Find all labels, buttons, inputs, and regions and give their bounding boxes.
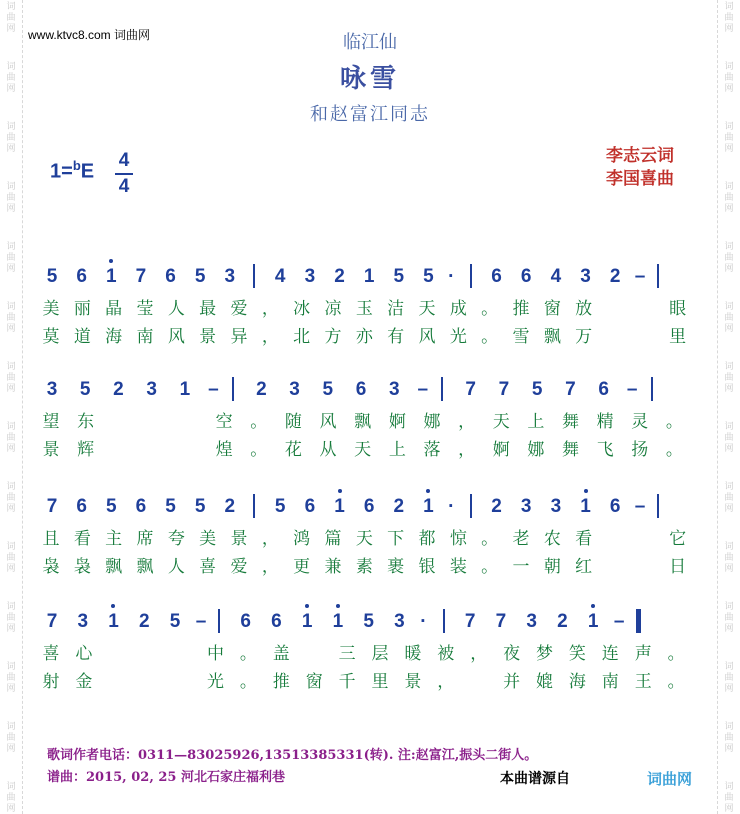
- lyric-char: 雪: [512, 327, 530, 347]
- lyric-char: 媲: [536, 672, 553, 692]
- watermark-text: 词 曲 网: [724, 542, 734, 574]
- lyric-char: 下: [387, 529, 405, 549]
- lyric-char: [635, 294, 657, 319]
- lyric-char: 王: [634, 672, 652, 692]
- duration-mark: –: [634, 266, 646, 287]
- lyric-char: 三: [338, 644, 356, 664]
- lyric-char: 南: [136, 327, 154, 347]
- note: 6: [355, 379, 367, 400]
- lyric-char: [179, 407, 201, 432]
- lyric-char: ，: [458, 440, 476, 460]
- lyric-char: [172, 639, 194, 664]
- lyric-char: 亦: [355, 327, 373, 347]
- note: 3: [46, 379, 58, 400]
- lyric-char: 异: [230, 327, 248, 347]
- note: 1: [299, 611, 315, 633]
- lyric-char: 从: [319, 440, 337, 460]
- lyric-char: 东: [77, 412, 95, 432]
- lyric-char: 。: [665, 412, 683, 432]
- note: 7: [465, 379, 476, 400]
- watermark-text: 词 曲 网: [724, 722, 734, 754]
- watermark-text: 词 曲 网: [6, 662, 16, 694]
- lyric-char: 素: [355, 557, 373, 577]
- note: 1: [585, 611, 601, 633]
- barline: [470, 494, 472, 518]
- lyric-char: 它: [669, 529, 687, 549]
- lyric-char: 鸿: [293, 529, 311, 549]
- lyric-char: 老: [512, 529, 530, 549]
- note: 6: [165, 266, 176, 287]
- note: 7: [135, 266, 147, 287]
- note: 7: [464, 611, 476, 632]
- lyric-char: 天: [355, 529, 373, 549]
- lyric-char: 袅: [42, 557, 60, 577]
- lyric-char: [604, 552, 626, 577]
- score-date-place: 谱曲：2015, 02, 25 河北石家庄福利巷: [47, 770, 285, 785]
- watermark-text: 词 曲 网: [724, 2, 734, 34]
- barline: [470, 264, 472, 288]
- lyric-char: 辉: [77, 440, 95, 460]
- lyric-char: ，: [437, 672, 455, 692]
- note: 2: [256, 379, 267, 400]
- watermark-text: 词 曲 网: [6, 302, 16, 334]
- lyric-char: 推: [272, 672, 290, 692]
- lyric-char: 玉: [355, 299, 373, 319]
- note: 3: [580, 266, 591, 287]
- note: 5: [423, 266, 434, 287]
- lyric-char: ，: [261, 529, 279, 549]
- note: 1: [103, 266, 119, 288]
- lyric-char: 连: [601, 644, 619, 664]
- source-site-link[interactable]: 词曲网: [647, 770, 693, 788]
- note: 3: [224, 266, 236, 287]
- note: 4: [274, 266, 286, 287]
- note: 4: [550, 266, 562, 287]
- duration-mark: –: [417, 379, 429, 400]
- note: 5: [393, 266, 405, 287]
- lyric-char: 景: [42, 440, 60, 460]
- note: 6: [363, 496, 375, 517]
- lyric-char: 里: [371, 672, 389, 692]
- lyric-char: [144, 407, 166, 432]
- barline: [636, 609, 641, 633]
- lyric-char: [468, 667, 490, 692]
- note: 6: [609, 496, 621, 517]
- lyric-char: 精: [596, 412, 614, 432]
- lyric-char: 天: [354, 440, 372, 460]
- lyric-char: 上: [388, 440, 406, 460]
- note: 7: [565, 379, 576, 400]
- watermark-text: 词 曲 网: [6, 722, 16, 754]
- lyric-char: [106, 639, 128, 664]
- lyric-char: [635, 524, 657, 549]
- lyric-char: 爱: [230, 557, 248, 577]
- barline: [218, 609, 220, 633]
- composer: 李国喜曲: [606, 169, 674, 189]
- lyric-char: 爱: [230, 299, 248, 319]
- note: 5: [194, 266, 206, 287]
- note: 1: [330, 611, 346, 633]
- lyric-char: 声: [634, 644, 652, 664]
- lyric-char: 娜: [423, 412, 441, 432]
- note: 2: [113, 379, 124, 400]
- note: 6: [76, 266, 87, 287]
- lyric-char: 望: [42, 412, 60, 432]
- lyric-char: 篇: [324, 529, 342, 549]
- lyric-char: 。: [239, 672, 257, 692]
- lyric-char: 南: [601, 672, 619, 692]
- lyric-char: [139, 639, 161, 664]
- lyric-char: 。: [239, 644, 257, 664]
- note: 5: [322, 379, 334, 400]
- note: 1: [578, 496, 594, 518]
- lyric-char: 主: [105, 529, 123, 549]
- lyric-char: 兼: [324, 557, 342, 577]
- credits: [606, 145, 674, 191]
- watermark-text: 词 曲 网: [724, 602, 734, 634]
- lyric-char: 里: [669, 327, 687, 347]
- lyric-char: 上: [527, 412, 545, 432]
- lyric-char: 景: [230, 529, 248, 549]
- note: 7: [495, 611, 507, 632]
- lyric-char: 光: [207, 672, 224, 692]
- note: 5: [274, 496, 286, 517]
- lyric-char: [604, 322, 626, 347]
- lyric-char: ，: [261, 299, 279, 319]
- lyric-char: 婀: [492, 440, 510, 460]
- lyric-char: 且: [42, 529, 60, 549]
- lyric-char: 灵: [631, 412, 649, 432]
- lyric-char: 道: [73, 327, 91, 347]
- lyric-char: 。: [481, 327, 499, 347]
- lyric-char: 。: [667, 644, 685, 664]
- lyric-char: 最: [199, 299, 217, 319]
- barline: [657, 494, 659, 518]
- watermark-text: 词 曲 网: [6, 542, 16, 574]
- duration-mark: ·: [448, 266, 455, 287]
- watermark-text: 词 曲 网: [724, 662, 734, 694]
- barline: [253, 264, 255, 288]
- watermark-text: 词 曲 网: [6, 182, 16, 214]
- lyric-char: 更: [293, 557, 311, 577]
- lyric-char: 人: [167, 557, 185, 577]
- watermark-text: 词 曲 网: [6, 62, 16, 94]
- note: 3: [550, 496, 562, 517]
- note: 5: [363, 611, 374, 632]
- note: 1: [105, 611, 121, 633]
- lyric-char: 成: [449, 299, 467, 319]
- lyric-char: 中: [207, 644, 224, 664]
- note: 2: [491, 496, 502, 517]
- lyric-char: 席: [136, 529, 154, 549]
- note: 5: [531, 379, 543, 400]
- note: 1: [332, 496, 348, 518]
- note: 6: [240, 611, 251, 632]
- lyric-char: [172, 667, 194, 692]
- note: 2: [557, 611, 568, 632]
- lyric-char: 金: [75, 672, 93, 692]
- lyric-char: 落: [423, 440, 441, 460]
- lyric-char: 银: [418, 557, 436, 577]
- duration-mark: –: [634, 496, 646, 517]
- barline: [443, 609, 445, 633]
- lyric-char: 煌: [215, 440, 233, 460]
- lyric-char: 风: [418, 327, 436, 347]
- note: 6: [76, 496, 87, 517]
- lyric-char: 层: [371, 644, 389, 664]
- lyric-char: 射: [42, 672, 60, 692]
- lyric-char: 红: [575, 557, 593, 577]
- lyric-char: 袅: [73, 557, 91, 577]
- lyric-char: 飘: [136, 557, 154, 577]
- lyric-char: 裹: [387, 557, 405, 577]
- note: 6: [598, 379, 609, 400]
- lyric-char: 飘: [354, 412, 372, 432]
- duration-mark: –: [626, 379, 638, 400]
- duration-mark: ·: [448, 496, 455, 517]
- note: 5: [79, 379, 91, 400]
- watermark-text: 词 曲 网: [724, 302, 734, 334]
- note: 3: [146, 379, 157, 400]
- lyric-char: 推: [512, 299, 530, 319]
- watermark-text: 词 曲 网: [6, 2, 16, 34]
- note: 6: [491, 266, 502, 287]
- song-title: 咏雪: [339, 64, 400, 94]
- watermark-text: 词 曲 网: [6, 782, 16, 814]
- note: 7: [498, 379, 510, 400]
- lyric-char: 海: [105, 327, 123, 347]
- lyric-char: 惊: [449, 529, 467, 549]
- contact-note: 歌词作者电话：0311—83025926,13513385331(转). 注:赵富江,振头二街人。: [47, 748, 538, 763]
- lyricist: 李志云词: [606, 146, 674, 166]
- site-url[interactable]: www.ktvc8.com 词曲网: [28, 28, 151, 42]
- lyric-char: 暖: [404, 644, 422, 664]
- tune-name: 临江仙: [343, 32, 397, 53]
- lyric-char: 景: [404, 672, 422, 692]
- note: 5: [105, 496, 117, 517]
- lyric-char: 看: [73, 529, 91, 549]
- lyric-char: [604, 524, 626, 549]
- lyric-char: 窗: [543, 299, 561, 319]
- barline: [657, 264, 659, 288]
- lyric-char: 方: [324, 327, 342, 347]
- lyric-char: 美: [199, 529, 217, 549]
- duration-mark: ·: [420, 611, 427, 632]
- lyric-char: 婀: [388, 412, 406, 432]
- note: 1: [179, 379, 191, 400]
- lyric-char: 放: [575, 299, 593, 319]
- barline: [253, 494, 255, 518]
- note: 5: [46, 266, 58, 287]
- lyric-char: 飘: [543, 327, 561, 347]
- lyric-char: 喜: [199, 557, 217, 577]
- lyric-char: 窗: [305, 672, 323, 692]
- lyric-char: [144, 435, 166, 460]
- note: 3: [394, 611, 405, 632]
- lyric-char: 千: [338, 672, 356, 692]
- site-name: 词曲网: [114, 28, 151, 42]
- lyric-char: 。: [665, 440, 683, 460]
- lyric-char: 。: [250, 440, 268, 460]
- watermark-text: 词 曲 网: [6, 602, 16, 634]
- lyric-char: 冰: [293, 299, 311, 319]
- lyric-char: 洁: [387, 299, 405, 319]
- lyric-char: 海: [568, 672, 586, 692]
- note: 2: [138, 611, 150, 632]
- lyric-char: [303, 639, 325, 664]
- note: 6: [135, 496, 147, 517]
- watermark-text: 词 曲 网: [6, 242, 16, 274]
- lyric-char: 风: [319, 412, 337, 432]
- note: 5: [194, 496, 206, 517]
- duration-mark: –: [613, 611, 625, 632]
- note: 3: [388, 379, 400, 400]
- barline: [441, 377, 443, 401]
- lyric-char: ，: [261, 327, 279, 347]
- watermark-text: 词 曲 网: [6, 362, 16, 394]
- lyric-char: 夜: [503, 644, 521, 664]
- lyric-char: 飞: [596, 440, 614, 460]
- watermark-text: 词 曲 网: [724, 182, 734, 214]
- lyric-char: 风: [167, 327, 185, 347]
- lyric-char: 莹: [136, 299, 154, 319]
- watermark-text: 词 曲 网: [724, 482, 734, 514]
- note: 6: [271, 611, 282, 632]
- lyric-char: 。: [250, 412, 268, 432]
- note: 2: [393, 496, 405, 517]
- watermark-text: 词 曲 网: [724, 782, 734, 814]
- lyric-char: 笑: [568, 644, 586, 664]
- lyric-char: 被: [437, 644, 455, 664]
- barline: [232, 377, 234, 401]
- lyric-char: 娜: [527, 440, 545, 460]
- lyric-char: [635, 552, 657, 577]
- watermark-text: 词 曲 网: [724, 122, 734, 154]
- lyric-char: 看: [575, 529, 593, 549]
- note: 2: [609, 266, 621, 287]
- note: 7: [46, 496, 58, 517]
- lyric-char: 。: [667, 672, 685, 692]
- lyric-char: 莫: [42, 327, 60, 347]
- lyric-char: 梦: [536, 644, 553, 664]
- note: 3: [520, 496, 532, 517]
- lyric-char: 都: [418, 529, 436, 549]
- note: 3: [304, 266, 316, 287]
- lyric-char: [139, 667, 161, 692]
- lyric-char: [179, 435, 201, 460]
- watermark-text: 词 曲 网: [724, 62, 734, 94]
- lyric-char: 花: [284, 440, 302, 460]
- lyric-char: 美: [42, 299, 60, 319]
- lyric-char: 人: [167, 299, 185, 319]
- note: 7: [46, 611, 58, 632]
- lyric-char: 景: [199, 327, 217, 347]
- note: 3: [526, 611, 537, 632]
- lyric-char: 空: [215, 412, 233, 432]
- lyric-char: 舞: [561, 412, 579, 432]
- lyric-char: ，: [458, 412, 476, 432]
- lyric-char: ，: [261, 557, 279, 577]
- lyric-char: ，: [470, 644, 488, 664]
- lyric-char: 飘: [105, 557, 123, 577]
- lyric-char: 万: [575, 327, 593, 347]
- lyric-char: 天: [492, 412, 510, 432]
- watermark-text: 词 曲 网: [724, 242, 734, 274]
- lyric-char: 天: [418, 299, 436, 319]
- lyric-char: 喜: [42, 644, 60, 664]
- lyric-char: 丽: [73, 299, 91, 319]
- lyric-char: [109, 407, 131, 432]
- time-signature: 4 4: [115, 150, 133, 198]
- lyric-char: 有: [387, 327, 405, 347]
- dedication: 和赵富江同志: [310, 104, 430, 125]
- lyric-char: 舞: [561, 440, 579, 460]
- lyric-char: 日: [669, 557, 687, 577]
- source-label: 本曲谱源自: [500, 771, 570, 787]
- note: 3: [77, 611, 89, 632]
- lyric-char: [635, 322, 657, 347]
- lyric-char: 北: [293, 327, 311, 347]
- watermark-text: 词 曲 网: [6, 422, 16, 454]
- watermark-text: 词 曲 网: [724, 422, 734, 454]
- key-signature: 1=$^b$E: [50, 158, 95, 183]
- lyric-char: 随: [284, 412, 302, 432]
- duration-mark: –: [208, 379, 219, 400]
- lyric-char: [106, 667, 128, 692]
- lyric-char: 扬: [631, 440, 649, 460]
- lyric-char: 。: [481, 529, 499, 549]
- note: 1: [363, 266, 375, 287]
- lyric-char: 装: [449, 557, 467, 577]
- note: 2: [224, 496, 236, 517]
- note: 6: [304, 496, 316, 517]
- note: 2: [334, 266, 345, 287]
- lyric-char: 眼: [669, 299, 687, 319]
- barline: [651, 377, 653, 401]
- note: 1: [420, 496, 436, 518]
- lyric-char: 朝: [543, 557, 561, 577]
- watermark-text: 词 曲 网: [6, 482, 16, 514]
- lyric-char: 凉: [324, 299, 342, 319]
- note: 3: [289, 379, 300, 400]
- note: 5: [165, 496, 176, 517]
- lyric-char: [604, 294, 626, 319]
- lyric-char: [109, 435, 131, 460]
- watermark-text: 词 曲 网: [724, 362, 734, 394]
- duration-mark: –: [195, 611, 207, 632]
- lyric-char: 光: [449, 327, 467, 347]
- lyric-char: 。: [481, 299, 499, 319]
- lyric-char: 并: [503, 672, 521, 692]
- lyric-char: 晶: [105, 299, 123, 319]
- lyric-char: 心: [75, 644, 93, 664]
- lyric-char: 一: [512, 557, 530, 577]
- note: 6: [520, 266, 532, 287]
- lyric-char: 农: [543, 529, 561, 549]
- lyric-char: 夸: [167, 529, 185, 549]
- lyric-char: 。: [481, 557, 499, 577]
- watermark-text: 词 曲 网: [6, 122, 16, 154]
- note: 5: [169, 611, 181, 632]
- lyric-char: 盖: [272, 644, 290, 664]
